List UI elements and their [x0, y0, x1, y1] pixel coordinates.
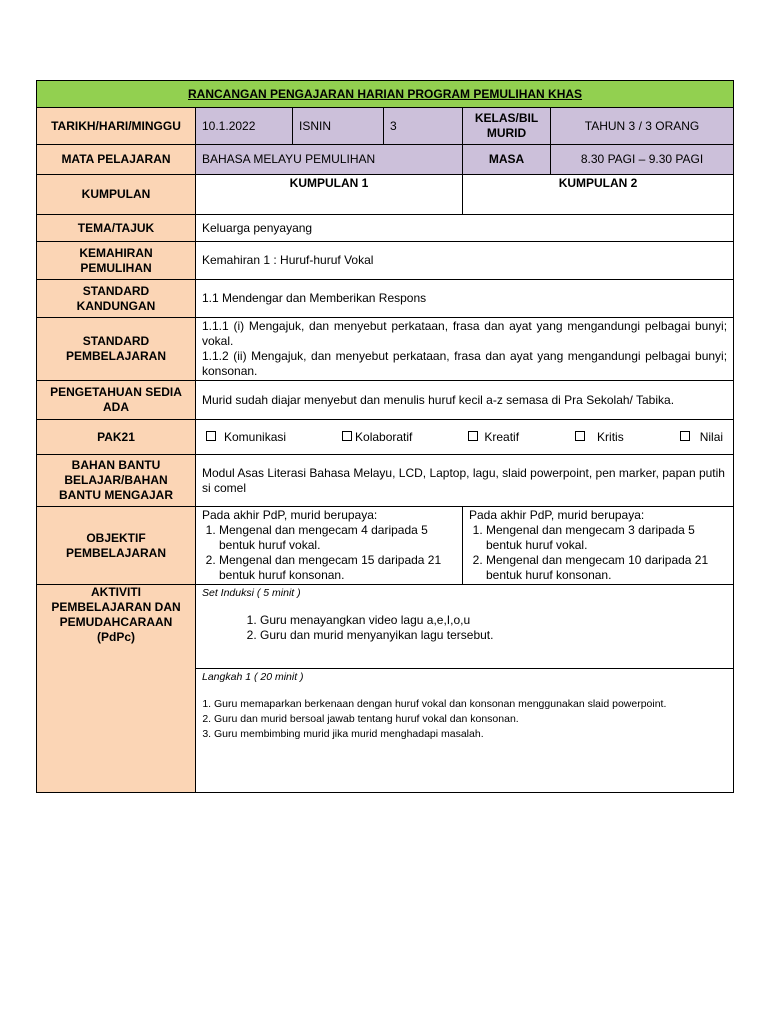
- checkbox-icon[interactable]: [680, 431, 690, 441]
- mata-label: MATA PELAJARAN: [37, 145, 196, 175]
- title-row: [37, 81, 734, 108]
- list-item: 2. Mengenal dan mengecam 10 daripada 21 bentuk huruf konsonan.: [486, 553, 727, 583]
- objektif-kumpulan-1: Pada akhir PdP, murid berupaya: 1. Mengenal dan mengecam 4 daripada 5 bentuk huruf vokal. 2. Mengenal dan mengecam 15 daripada 21 bentuk huruf konsonan.: [196, 507, 463, 585]
- kelas-value: TAHUN 3 / 3 ORANG: [551, 108, 734, 145]
- sp-line-2: 1.1.2 (ii) Mengajuk, dan menyebut perkataan, frasa dan ayat yang mengandungi pelbagai bunyi; konsonan.: [202, 349, 728, 378]
- objektif-label: OBJEKTIF PEMBELAJARAN: [37, 507, 196, 585]
- objektif-kumpulan-2: Pada akhir PdP, murid berupaya: 1. Mengenal dan mengecam 3 daripada 5 bentuk huruf vokal. 2. Mengenal dan mengecam 10 daripada 21 bentuk huruf konsonan.: [463, 507, 734, 585]
- page-title: RANCANGAN PENGAJARAN HARIAN PROGRAM PEMULIHAN KHAS: [37, 81, 734, 108]
- lesson-plan-sheet: [36, 80, 733, 793]
- checkbox-icon[interactable]: [206, 431, 216, 441]
- list-item: 3. Guru membimbing murid jika murid menghadapi masalah.: [214, 727, 727, 742]
- kemahiran-value: Kemahiran 1 : Huruf-huruf Vokal: [196, 242, 734, 280]
- tarikh-row: [37, 108, 734, 145]
- pak-option-kreatif[interactable]: Kreatif: [468, 430, 519, 445]
- checkbox-icon[interactable]: [468, 431, 478, 441]
- mata-row: [37, 145, 734, 175]
- date-value: 10.1.2022: [196, 108, 293, 145]
- langkah-1: [196, 669, 734, 793]
- kelas-label: KELAS/BIL MURID: [463, 108, 551, 145]
- pak-option-kolaboratif[interactable]: Kolaboratif: [342, 430, 412, 445]
- kumpulan-label: KUMPULAN: [37, 175, 196, 215]
- bbm-label: BAHAN BANTU BELAJAR/BAHAN BANTU MENGAJAR: [37, 455, 196, 507]
- list-item: 2. Guru dan murid menyanyikan lagu tersebut.: [260, 628, 727, 643]
- sp-label: STANDARD PEMBELAJARAN: [37, 318, 196, 381]
- list-item: 1. Mengenal dan mengecam 3 daripada 5 bentuk huruf vokal.: [486, 523, 727, 553]
- day-value: ISNIN: [293, 108, 384, 145]
- pak-option-komunikasi[interactable]: Komunikasi: [206, 430, 286, 445]
- mata-value: BAHASA MELAYU PEMULIHAN: [196, 145, 463, 175]
- masa-label: MASA: [463, 145, 551, 175]
- list-item: 1. Guru menayangkan video lagu a,e,I,o,u: [260, 613, 727, 628]
- list-item: 2. Mengenal dan mengecam 15 daripada 21 bentuk huruf konsonan.: [219, 553, 456, 583]
- pak-option-nilai[interactable]: Nilai: [680, 430, 723, 445]
- bbm-row: [37, 455, 734, 507]
- checkbox-icon[interactable]: [575, 431, 585, 441]
- psa-label: PENGETAHUAN SEDIA ADA: [37, 381, 196, 420]
- pak-option-kritis[interactable]: Kritis: [575, 430, 624, 445]
- tarikh-label: TARIKH/HARI/MINGGU: [37, 108, 196, 145]
- aktiviti-label: AKTIVITI PEMBELAJARAN DAN PEMUDAHCARAAN (PdPc): [37, 585, 196, 793]
- sp-row: [37, 318, 734, 381]
- sp-value: [196, 318, 734, 381]
- masa-value: 8.30 PAGI – 9.30 PAGI: [551, 145, 734, 175]
- list-item: 2. Guru dan murid bersoal jawab tentang huruf vokal dan konsonan.: [214, 712, 727, 727]
- sk-label: STANDARD KANDUNGAN: [37, 280, 196, 318]
- sp-line-1: 1.1.1 (i) Mengajuk, dan menyebut perkataan, frasa dan ayat yang mengandungi pelbagai bunyi; vokal.: [202, 319, 728, 348]
- kumpulan-2-header: KUMPULAN 2: [463, 175, 734, 215]
- checkbox-icon[interactable]: [342, 431, 352, 441]
- tema-row: [37, 215, 734, 242]
- objektif-row: [37, 507, 734, 585]
- bbm-value: Modul Asas Literasi Bahasa Melayu, LCD, Laptop, lagu, slaid powerpoint, pen marker, papan putih si comel: [196, 455, 734, 507]
- tema-label: TEMA/TAJUK: [37, 215, 196, 242]
- pak-row: [37, 420, 734, 455]
- psa-value: Murid sudah diajar menyebut dan menulis huruf kecil a-z semasa di Pra Sekolah/ Tabika.: [196, 381, 734, 420]
- aktiviti-set-row: [37, 585, 734, 669]
- lesson-plan-table: [36, 80, 734, 793]
- tema-value: Keluarga penyayang: [196, 215, 734, 242]
- sk-row: [37, 280, 734, 318]
- kumpulan-row: [37, 175, 734, 215]
- pak-label: PAK21: [37, 420, 196, 455]
- set-induksi-title: Set Induksi ( 5 minit ): [202, 587, 301, 599]
- list-item: 1. Mengenal dan mengecam 4 daripada 5 bentuk huruf vokal.: [219, 523, 456, 553]
- kumpulan-1-header: KUMPULAN 1: [196, 175, 463, 215]
- kemahiran-label: KEMAHIRAN PEMULIHAN: [37, 242, 196, 280]
- list-item: 1. Guru memaparkan berkenaan dengan huruf vokal dan konsonan menggunakan slaid powerpoint.: [214, 697, 727, 712]
- psa-row: [37, 381, 734, 420]
- pak-options: [196, 420, 734, 455]
- sk-value: 1.1 Mendengar dan Memberikan Respons: [196, 280, 734, 318]
- set-induksi: [196, 585, 734, 669]
- week-value: 3: [384, 108, 463, 145]
- langkah-1-title: Langkah 1 ( 20 minit ): [202, 671, 304, 683]
- kemahiran-row: [37, 242, 734, 280]
